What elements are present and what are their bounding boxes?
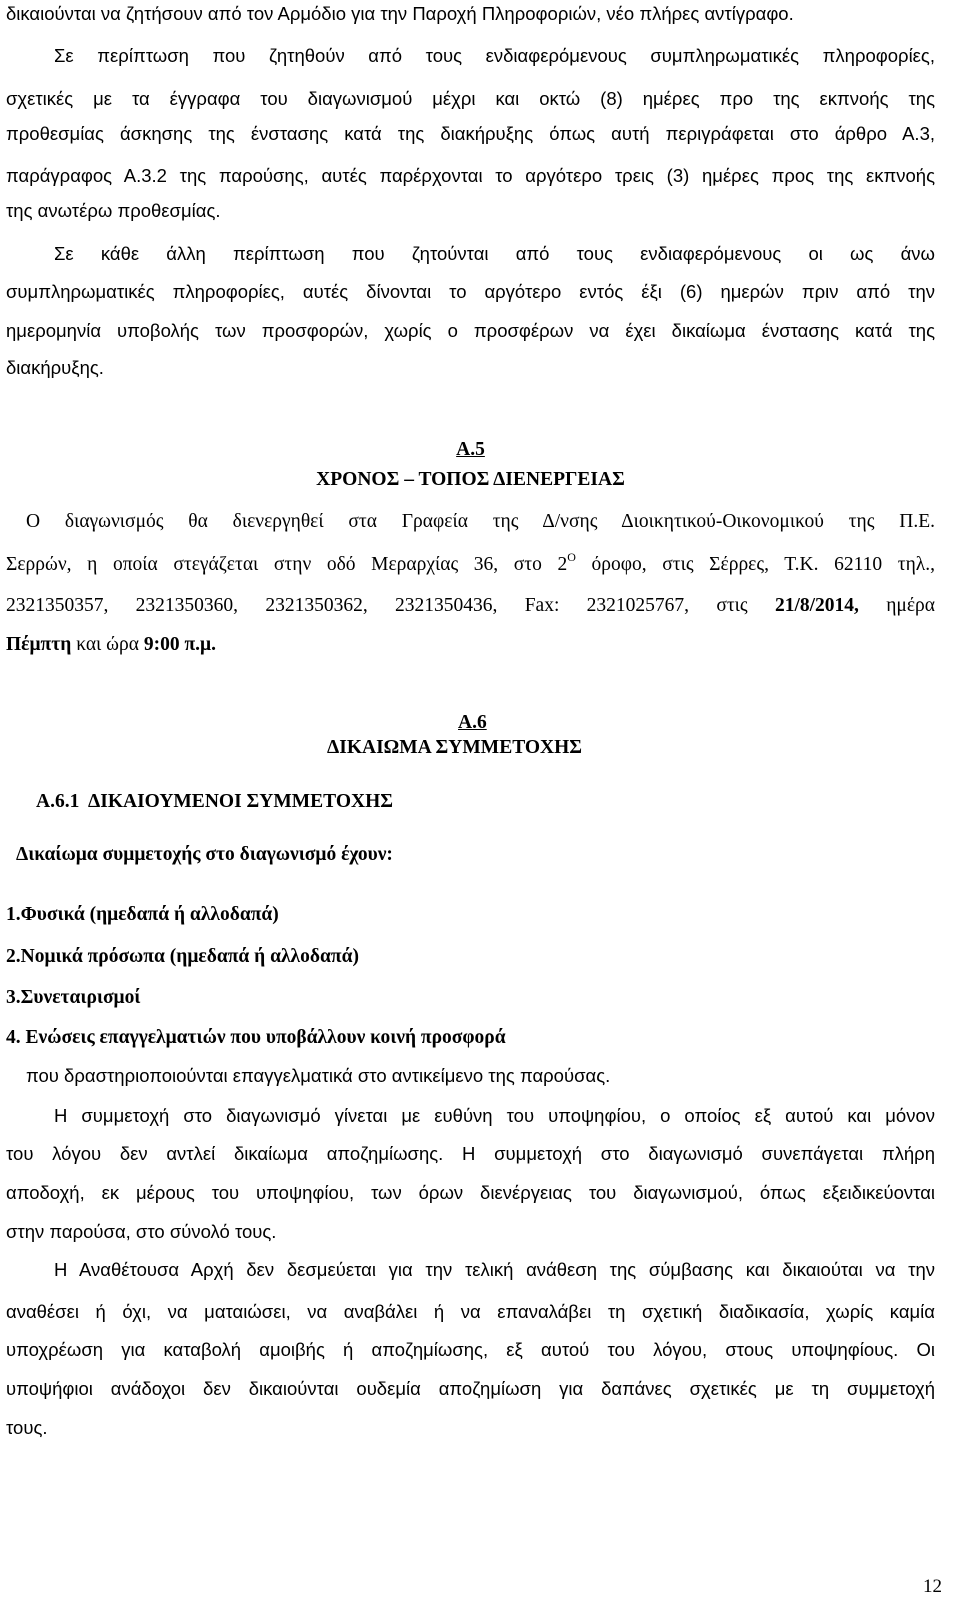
authority-paragraph-line-2: αναθέσει ή όχι, να ματαιώσει, να αναβάλει ή να επαναλάβει τη σχετική διαδικασία, χωρίς καμία: [6, 1301, 935, 1322]
section-a5-number: Α.5: [456, 439, 485, 460]
authority-paragraph-line-1: Η Αναθέτουσα Αρχή δεν δεσμεύεται για την τελική ανάθεση της σύμβασης και δικαιούται να την: [54, 1259, 935, 1280]
section-a5-title: ΧΡΟΝΟΣ – ΤΟΠΟΣ ΔΙΕΝΕΡΓΕΙΑΣ: [316, 469, 625, 490]
section-a5-line-1: Ο διαγωνισμός θα διενεργηθεί στα Γραφεία της Δ/νσης Διοικητικού-Οικονομικού της Π.Ε.: [26, 511, 935, 532]
section-a5-line-2: Σερρών, η οποία στεγάζεται στην οδό Μεραρχίας 36, στο $2^O$ όροφο, στις Σέρρες, Τ.Κ. 62110 τηλ.,: [6, 550, 935, 575]
page-number: 12: [923, 1576, 942, 1597]
eligible-item-3: 3.Συνεταιρισμοί: [6, 987, 141, 1008]
section-a5-line-3: 2321350357, 2321350360, 2321350362, 2321350436, Fax: 2321025767, στις 21/8/2014, ημέρα: [6, 595, 935, 616]
participation-paragraph-line-2: του λόγου δεν αντλεί δικαίωμα αποζημίωσης. Η συμμετοχή στο διαγωνισμό συνεπάγεται πλήρη: [6, 1143, 935, 1164]
authority-paragraph-line-3: υποχρέωση για καταβολή αμοιβής ή αποζημίωσης, εξ αυτού του λόγου, στους υποψηφίους. Οι: [6, 1339, 935, 1360]
eligible-item-2: 2.Νομικά πρόσωπα (ημεδαπά ή αλλοδαπά): [6, 946, 359, 967]
authority-paragraph-line-4: υποψήφιοι ανάδοχοι δεν δικαιούνται ουδεμία αποζημίωση για δαπάνες σχετικές με τη συμμετοχή: [6, 1378, 935, 1399]
participation-paragraph-line-1: Η συμμετοχή στο διαγωνισμό γίνεται με ευθύνη του υποψηφίου, ο οποίος εξ αυτού και μόνον: [54, 1105, 935, 1126]
section-a6-title: ΔΙΚΑΙΩΜΑ ΣΥΜΜΕΤΟΧΗΣ: [327, 737, 583, 758]
section-a6-1-heading: Α.6.1 ΔΙΚΑΙΟΥΜΕΝΟΙ ΣΥΜΜΕΤΟΧΗΣ: [36, 791, 393, 812]
paragraph-1-line-1: δικαιούνται να ζητήσουν από τον Αρμόδιο για την Παροχή Πληροφοριών, νέο πλήρες αντίγραφο.: [6, 3, 794, 24]
paragraph-3-line-4: διακήρυξης.: [6, 357, 104, 378]
authority-paragraph-line-5: τους.: [6, 1417, 48, 1438]
paragraph-2-line-5: της ανωτέρω προθεσμίας.: [6, 200, 221, 221]
eligible-item-4-note: που δραστηριοποιούνται επαγγελματικά στο αντικείμενο της παρούσας.: [26, 1065, 611, 1086]
paragraph-3-line-1: Σε κάθε άλλη περίπτωση που ζητούνται από τους ενδιαφερόμενους οι ως άνω: [54, 243, 935, 264]
section-a6-number: Α.6: [458, 712, 487, 733]
paragraph-2-line-1: Σε περίπτωση που ζητηθούν από τους ενδιαφερόμενους συμπληρωματικές πληροφορίες,: [54, 45, 935, 66]
paragraph-3-line-2: συμπληρωματικές πληροφορίες, αυτές δίνονται το αργότερο εντός έξι (6) ημερών πριν από την: [6, 281, 935, 302]
paragraph-2-line-3: προθεσμίας άσκησης της ένστασης κατά της διακήρυξης όπως αυτή περιγράφεται στο άρθρο Α.3,: [6, 123, 935, 144]
eligible-item-4: 4. Ενώσεις επαγγελματιών που υποβάλλουν κοινή προσφορά: [6, 1027, 506, 1048]
participation-paragraph-line-3: αποδοχή, εκ μέρους του υποψηφίου, των όρων διενέργειας του διαγωνισμού, όπως εξειδικεύονται: [6, 1182, 935, 1203]
section-a5-line-4: Πέμπτη και ώρα 9:00 π.μ.: [6, 634, 216, 655]
participation-paragraph-line-4: στην παρούσα, στο σύνολό τους.: [6, 1221, 277, 1242]
eligible-item-1: 1.Φυσικά (ημεδαπά ή αλλοδαπά): [6, 904, 279, 925]
paragraph-2-line-4: παράγραφος Α.3.2 της παρούσης, αυτές παρέρχονται το αργότερο τρεις (3) ημέρες προς της εκπνοής: [6, 165, 935, 186]
paragraph-3-line-3: ημερομηνία υποβολής των προσφορών, χωρίς ο προσφέρων να έχει δικαίωμα ένστασης κατά της: [6, 320, 935, 341]
paragraph-2-line-2: σχετικές με τα έγγραφα του διαγωνισμού μέχρι και οκτώ (8) ημέρες προ της εκπνοής της: [6, 88, 935, 109]
participation-right-heading: Δικαίωμα συμμετοχής στο διαγωνισμό έχουν:: [16, 844, 393, 865]
